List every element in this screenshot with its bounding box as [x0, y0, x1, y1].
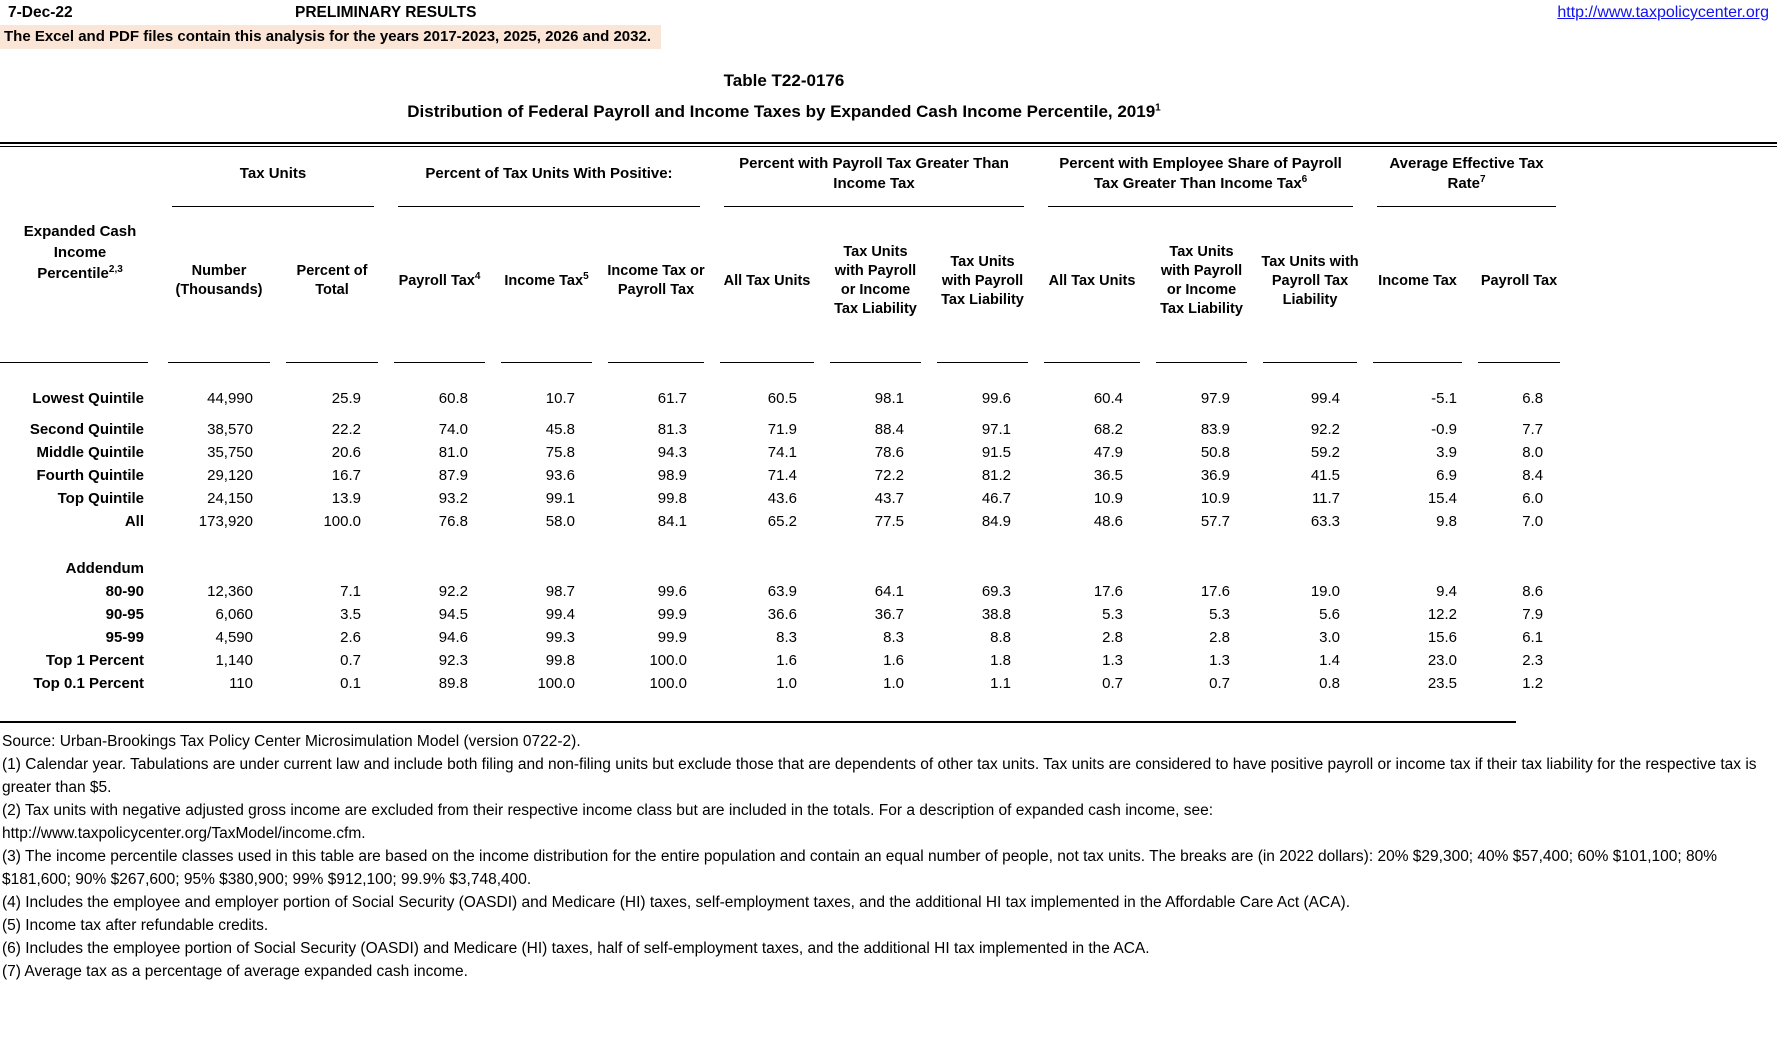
- footnote-source: Source: Urban-Brookings Tax Policy Center Microsimulation Model (version 0722-2).: [2, 732, 581, 750]
- data-cell: 60.5: [767, 390, 797, 407]
- table-row: [0, 363, 1568, 418]
- table-number-title: Table T22-0176: [723, 71, 845, 90]
- col-header-number-thousands: [160, 207, 278, 363]
- data-cell: 87.9: [438, 467, 468, 484]
- row-label: Top 1 Percent: [45, 652, 144, 669]
- data-cell: 99.6: [981, 390, 1012, 407]
- data-cell: 91.5: [981, 444, 1012, 461]
- data-cell: 47.9: [1093, 444, 1124, 461]
- data-cell: 0.7: [1209, 675, 1231, 692]
- data-cell: 99.1: [545, 490, 575, 507]
- data-cell: 38.8: [981, 606, 1012, 623]
- table-row: [0, 510, 1568, 533]
- footnote-2: (2) Tax units with negative adjusted gross income are excluded from their respective income class but are included in the totals. For a description of expanded cash income, see:: [2, 801, 1214, 819]
- data-cell: 22.2: [331, 421, 361, 438]
- data-cell: 2.8: [1102, 629, 1124, 646]
- col-header-units-payroll-or-income-liability-1: [822, 207, 929, 363]
- data-cell: 65.2: [767, 513, 797, 530]
- col-header-all-tax-units-2: [1036, 207, 1148, 363]
- data-cell: 36.9: [1200, 467, 1231, 484]
- data-cell: 97.9: [1200, 390, 1231, 407]
- data-cell: 99.6: [657, 583, 687, 600]
- data-cell: 1.0: [883, 675, 904, 692]
- data-cell: 0.8: [1319, 675, 1341, 692]
- col-label: Income Tax: [1378, 272, 1457, 289]
- data-cell: 98.1: [874, 390, 904, 407]
- data-cell: 94.5: [438, 606, 468, 623]
- group-footnote-mark: 7: [1480, 174, 1486, 185]
- data-cell: 74.0: [438, 421, 468, 438]
- data-cell: 36.6: [767, 606, 797, 623]
- col-label: Income Tax: [504, 272, 584, 289]
- data-cell: 2.6: [340, 629, 361, 646]
- data-cell: 8.6: [1522, 583, 1544, 600]
- data-cell: 6.1: [1522, 629, 1544, 646]
- col-label: Tax Units with Payroll Tax Liability: [941, 253, 1024, 308]
- group-header-percent-positive: [386, 147, 712, 207]
- data-cell: 99.8: [657, 490, 687, 507]
- data-cell: 81.3: [657, 421, 687, 438]
- table-row: [0, 580, 1568, 603]
- data-cell: 100.0: [537, 675, 575, 692]
- data-cell: 8.0: [1522, 444, 1544, 461]
- data-cell: 35,750: [207, 444, 253, 461]
- row-label: Second Quintile: [29, 421, 144, 438]
- data-cell: 12.2: [1427, 606, 1458, 623]
- col-header-payroll-tax: [386, 207, 493, 363]
- table-title-footnote-mark: 1: [1155, 102, 1161, 114]
- footnote-5: (5) Income tax after refundable credits.: [2, 916, 269, 934]
- col-label: All Tax Units: [1048, 272, 1136, 289]
- col-header-all-tax-units-1: [712, 207, 822, 363]
- data-cell: 0.7: [340, 652, 361, 669]
- data-cell: 92.2: [438, 583, 468, 600]
- data-cell: 1.3: [1209, 652, 1231, 669]
- data-cell: 46.7: [981, 490, 1012, 507]
- col-label: Percent of Total: [296, 263, 368, 298]
- data-cell: 7.1: [340, 583, 361, 600]
- data-cell: 50.8: [1200, 444, 1231, 461]
- data-cell: 6.0: [1522, 490, 1544, 507]
- data-cell: 9.4: [1436, 583, 1458, 600]
- col-label: Tax Units with Payroll or Income Tax Liability: [1160, 244, 1243, 317]
- data-cell: 63.9: [767, 583, 797, 600]
- data-cell: 1.4: [1319, 652, 1341, 669]
- data-cell: 5.6: [1319, 606, 1341, 623]
- footnote-4: (4) Includes the employee and employer portion of Social Security (OASDI) and Medicare (HI) taxes, self-employment taxes, and the additional HI tax implemented in the Affordable Care Act (ACA).: [2, 893, 1351, 911]
- col-header-units-payroll-or-income-liability-2: [1148, 207, 1255, 363]
- group-label: Percent with Payroll Tax Greater Than Income Tax: [739, 155, 1009, 192]
- data-cell: 92.3: [438, 652, 468, 669]
- data-cell: 1.8: [990, 652, 1012, 669]
- stub-header-line1: Expanded Cash: [23, 222, 137, 240]
- data-cell: 24,150: [207, 490, 253, 507]
- data-cell: 0.7: [1102, 675, 1124, 692]
- row-label: Top 0.1 Percent: [33, 675, 144, 692]
- data-cell: 1.6: [883, 652, 904, 669]
- data-cell: 44,990: [207, 390, 253, 407]
- group-label: Percent with Employee Share of Payroll Tax Greater Than Income Tax: [1059, 155, 1342, 192]
- footnotes-rule: [0, 721, 1516, 723]
- data-cell: 57.7: [1200, 513, 1231, 530]
- row-label: Fourth Quintile: [36, 467, 144, 484]
- data-cell: 7.9: [1522, 606, 1544, 623]
- group-header-payroll-greater: [712, 147, 1036, 207]
- group-header-tax-units: [160, 147, 386, 207]
- col-header-percent-of-total: [278, 207, 386, 363]
- data-cell: 9.8: [1436, 513, 1458, 530]
- spacer-cell: [0, 533, 1568, 557]
- col-footnote-mark: 4: [474, 270, 481, 282]
- data-cell: 99.9: [657, 629, 687, 646]
- data-cell: 16.7: [331, 467, 361, 484]
- row-label: Top Quintile: [57, 490, 144, 507]
- data-cell: 4,590: [215, 629, 253, 646]
- stub-header: [0, 147, 160, 363]
- data-cell: -0.9: [1431, 421, 1458, 438]
- row-label: Lowest Quintile: [32, 390, 144, 407]
- date-label: 7-Dec-22: [8, 4, 73, 21]
- data-cell: 38,570: [207, 421, 253, 438]
- stub-header-footnote-mark: 2,3: [108, 263, 123, 275]
- data-cell: 11.7: [1311, 490, 1341, 507]
- table-row: [0, 626, 1568, 649]
- section-row: [0, 557, 1568, 580]
- table-row: [0, 418, 1568, 441]
- data-cell: 83.9: [1200, 421, 1231, 438]
- table-title: [0, 102, 1568, 122]
- table-title-text: Distribution of Federal Payroll and Income Taxes by Expanded Cash Income Percentile, 2019: [407, 102, 1156, 121]
- data-cell: 100.0: [649, 675, 687, 692]
- col-label: Number (Thousands): [175, 263, 263, 298]
- footnote-1: (1) Calendar year. Tabulations are under current law and include both filing and non-filing units but exclude those that are dependents of other tax units. Tax units are considered to have positive payroll or income tax if their tax liability for the respective tax is greater than $5.: [2, 755, 1757, 796]
- data-cell: 7.0: [1522, 513, 1544, 530]
- data-cell: 45.8: [545, 421, 575, 438]
- stub-header-line3: [10, 263, 150, 284]
- data-cell: 63.3: [1310, 513, 1341, 530]
- data-cell: 68.2: [1093, 421, 1124, 438]
- col-header-units-payroll-liability-1: [929, 207, 1036, 363]
- data-cell: 60.8: [438, 390, 468, 407]
- data-cell: 1,140: [215, 652, 253, 669]
- data-cell: 100.0: [323, 513, 361, 530]
- data-cell: 43.6: [767, 490, 797, 507]
- data-cell: 20.6: [331, 444, 361, 461]
- col-header-income-tax: [493, 207, 600, 363]
- data-cell: 94.3: [657, 444, 687, 461]
- table-row: [0, 464, 1568, 487]
- data-cell: 3.0: [1319, 629, 1341, 646]
- data-cell: 5.3: [1102, 606, 1124, 623]
- data-cell: 59.2: [1310, 444, 1341, 461]
- group-header-avg-effective-rate: [1365, 147, 1568, 207]
- footnote-3: (3) The income percentile classes used in this table are based on the income distribution for the entire population and contain an equal number of people, not tax units. The breaks are (in 2022 dollars): 20% $29,300; 40% $57,400; 60% $101,100; 80% $181,600; 90% $267,600; 95% $380,900; 99% $912,100; 99.9% $3,748,400.: [2, 847, 1718, 888]
- data-cell: 61.7: [657, 390, 687, 407]
- col-footnote-mark: 5: [583, 270, 589, 282]
- data-cell: 6.9: [1436, 467, 1458, 484]
- stub-header-line2: Income: [53, 243, 107, 261]
- data-cell: 48.6: [1093, 513, 1124, 530]
- stub-header-line3-text: Percentile: [37, 264, 109, 282]
- data-cell: 100.0: [649, 652, 687, 669]
- data-cell: 99.9: [657, 606, 687, 623]
- col-header-avg-income-tax-rate: [1365, 207, 1470, 363]
- data-cell: 36.7: [874, 606, 904, 623]
- spacer-row: [0, 533, 1568, 557]
- data-cell: 1.1: [990, 675, 1012, 692]
- data-cell: 19.0: [1310, 583, 1341, 600]
- col-label: All Tax Units: [723, 272, 811, 289]
- group-label: Average Effective Tax Rate: [1389, 155, 1544, 192]
- col-label: Tax Units with Payroll or Income Tax Liability: [834, 244, 917, 317]
- table-row: [0, 487, 1568, 510]
- data-cell: 110: [229, 675, 253, 692]
- data-cell: 23.5: [1427, 675, 1458, 692]
- data-cell: 93.6: [545, 467, 575, 484]
- col-label: Income Tax or Payroll Tax: [607, 263, 705, 298]
- data-cell: 17.6: [1200, 583, 1231, 600]
- footnote-2-url: http://www.taxpolicycenter.org/TaxModel/income.cfm.: [2, 824, 366, 842]
- data-cell: 23.0: [1427, 652, 1458, 669]
- data-cell: 6.8: [1522, 390, 1544, 407]
- data-cell: 78.6: [874, 444, 904, 461]
- data-cell: 71.4: [767, 467, 797, 484]
- data-cell: 92.2: [1310, 421, 1341, 438]
- group-footnote-mark: 6: [1301, 174, 1308, 185]
- data-cell: 2.3: [1522, 652, 1544, 669]
- data-cell: 1.3: [1102, 652, 1124, 669]
- col-label: Payroll Tax: [398, 272, 475, 289]
- col-header-income-or-payroll-tax: [600, 207, 712, 363]
- group-label: Percent of Tax Units With Positive:: [425, 165, 673, 182]
- preliminary-results-label: PRELIMINARY RESULTS: [295, 4, 477, 21]
- data-cell: 81.0: [438, 444, 468, 461]
- row-label: 90-95: [105, 606, 144, 623]
- data-cell: 99.3: [545, 629, 575, 646]
- row-label: 80-90: [105, 583, 144, 600]
- data-cell: 8.3: [776, 629, 797, 646]
- data-cell: 1.6: [776, 652, 797, 669]
- data-cell: -5.1: [1431, 390, 1458, 407]
- group-header-employee-share-greater: [1036, 147, 1365, 207]
- data-cell: 81.2: [981, 467, 1012, 484]
- data-cell: 99.4: [1310, 390, 1341, 407]
- data-cell: 76.8: [438, 513, 468, 530]
- data-cell: 41.5: [1310, 467, 1341, 484]
- data-cell: 8.8: [990, 629, 1012, 646]
- footnotes: [0, 730, 1772, 983]
- data-cell: 15.6: [1427, 629, 1458, 646]
- col-label: Payroll Tax: [1480, 272, 1558, 289]
- data-cell: 10.9: [1200, 490, 1231, 507]
- empty-cell: [160, 557, 1568, 580]
- group-header-row: [0, 147, 1568, 207]
- data-cell: 17.6: [1093, 583, 1124, 600]
- data-cell: 43.7: [874, 490, 904, 507]
- data-cell: 97.1: [981, 421, 1012, 438]
- footnote-6: (6) Includes the employee portion of Social Security (OASDI) and Medicare (HI) taxes, half of self-employment taxes, and the additional HI tax implemented in the ACA.: [2, 939, 1150, 957]
- data-cell: 98.7: [545, 583, 575, 600]
- data-cell: 84.9: [981, 513, 1012, 530]
- data-cell: 89.8: [438, 675, 468, 692]
- data-cell: 74.1: [767, 444, 797, 461]
- data-cell: 8.3: [883, 629, 904, 646]
- data-cell: 7.7: [1522, 421, 1544, 438]
- table-area: [0, 71, 1568, 723]
- column-header-row: [0, 207, 1568, 363]
- data-cell: 88.4: [874, 421, 904, 438]
- data-cell: 72.2: [874, 467, 904, 484]
- data-cell: 1.2: [1522, 675, 1544, 692]
- row-label: Middle Quintile: [36, 444, 144, 461]
- notice-row: [0, 25, 1777, 49]
- data-cell: 3.9: [1436, 444, 1458, 461]
- data-cell: 0.1: [340, 675, 361, 692]
- data-cell: 60.4: [1093, 390, 1124, 407]
- section-label: Addendum: [65, 560, 144, 577]
- taxpolicycenter-link[interactable]: http://www.taxpolicycenter.org: [1557, 4, 1769, 21]
- data-cell: 8.4: [1522, 467, 1544, 484]
- table-body: [0, 363, 1568, 695]
- table-row: [0, 649, 1568, 672]
- top-bar: [0, 0, 1777, 25]
- data-cell: 13.9: [331, 490, 361, 507]
- data-cell: 12,360: [207, 583, 253, 600]
- footnote-7: (7) Average tax as a percentage of average expanded cash income.: [2, 962, 468, 980]
- data-cell: 173,920: [198, 513, 253, 530]
- data-cell: 93.2: [438, 490, 468, 507]
- data-cell: 69.3: [981, 583, 1012, 600]
- data-cell: 10.9: [1093, 490, 1124, 507]
- data-cell: 29,120: [207, 467, 253, 484]
- data-cell: 10.7: [545, 390, 575, 407]
- col-label: Tax Units with Payroll Tax Liability: [1261, 253, 1359, 308]
- row-label: 95-99: [105, 629, 144, 646]
- data-cell: 2.8: [1209, 629, 1231, 646]
- data-cell: 15.4: [1427, 490, 1458, 507]
- data-cell: 84.1: [657, 513, 687, 530]
- data-cell: 3.5: [340, 606, 361, 623]
- table-row: [0, 603, 1568, 626]
- distribution-table: [0, 147, 1568, 695]
- data-cell: 94.6: [438, 629, 468, 646]
- data-cell: 1.0: [776, 675, 797, 692]
- data-cell: 64.1: [874, 583, 904, 600]
- analysis-years-notice: The Excel and PDF files contain this analysis for the years 2017-2023, 2025, 2026 and 2032.: [0, 25, 661, 49]
- data-cell: 98.9: [657, 467, 687, 484]
- row-label: All: [124, 513, 144, 530]
- col-header-avg-payroll-tax-rate: [1470, 207, 1568, 363]
- data-cell: 99.4: [545, 606, 575, 623]
- data-cell: 25.9: [331, 390, 361, 407]
- data-cell: 75.8: [545, 444, 575, 461]
- data-cell: 71.9: [767, 421, 797, 438]
- col-header-units-payroll-liability-2: [1255, 207, 1365, 363]
- data-cell: 77.5: [874, 513, 904, 530]
- table-row: [0, 441, 1568, 464]
- table-row: [0, 672, 1568, 695]
- data-cell: 99.8: [545, 652, 575, 669]
- data-cell: 36.5: [1093, 467, 1124, 484]
- titles: [0, 71, 1568, 122]
- group-label: Tax Units: [239, 165, 307, 182]
- data-cell: 5.3: [1209, 606, 1231, 623]
- data-cell: 6,060: [215, 606, 253, 623]
- data-cell: 58.0: [545, 513, 575, 530]
